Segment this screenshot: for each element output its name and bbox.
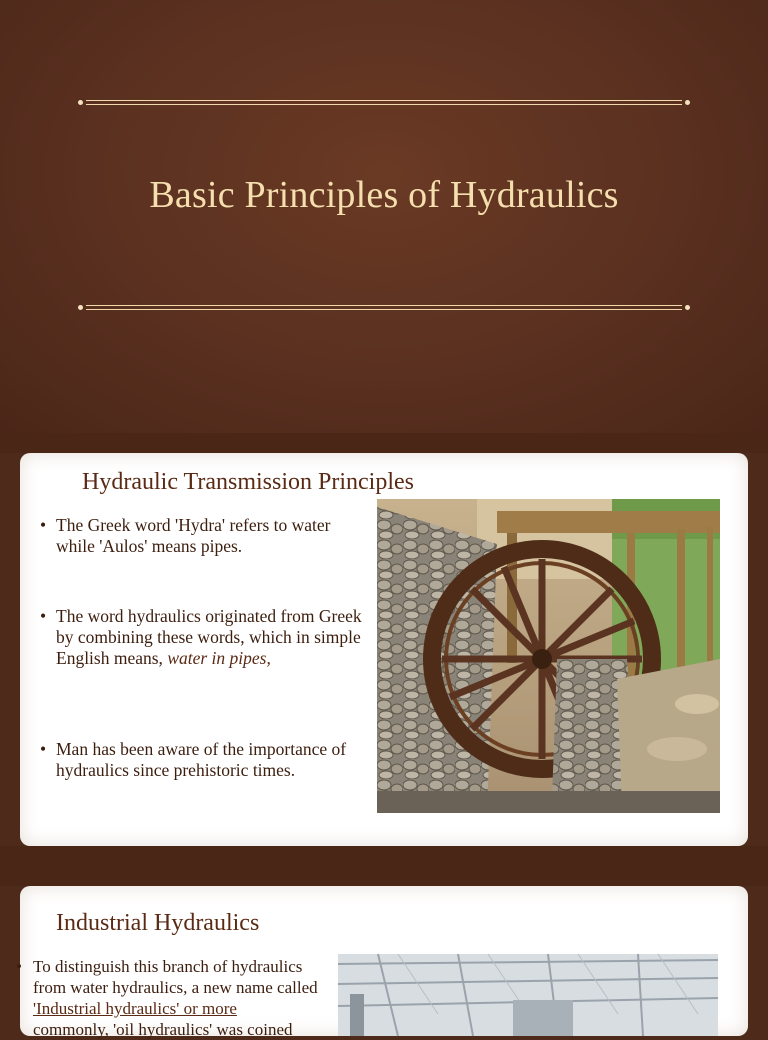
title-slide bbox=[0, 0, 768, 433]
factory-photo bbox=[338, 954, 718, 1036]
list-item: • Man has been aware of the importance of hydraulics since prehistoric times. bbox=[40, 739, 347, 780]
slide-gap bbox=[0, 846, 768, 886]
list-item: • To distinguish this branch of hydraulics from water hydraulics, a new name called 'Industrial hydraulics' or more commonly, 'oil hydraulics' was coined bbox=[16, 957, 318, 1039]
list-item: • The word hydraulics originated from Greek by combining these words, which in simple English means, water in pipes, bbox=[40, 606, 362, 668]
water-wheel-photo bbox=[377, 499, 720, 813]
slide-industrial-hydraulics bbox=[16, 886, 748, 1039]
slide-gap bbox=[0, 433, 768, 453]
slide-hydraulic-transmission bbox=[20, 453, 748, 846]
slide-heading: Hydraulic Transmission Principles bbox=[82, 469, 415, 495]
top-divider bbox=[78, 99, 690, 107]
slide-heading: Industrial Hydraulics bbox=[56, 910, 260, 936]
page-title: Basic Principles of Hydraulics bbox=[149, 174, 619, 216]
bottom-divider bbox=[78, 304, 690, 312]
industrial-hydraulics-link[interactable]: 'Industrial hydraulics' or more bbox=[33, 999, 237, 1018]
list-item: • The Greek word 'Hydra' refers to water while 'Aulos' means pipes. bbox=[40, 515, 331, 556]
